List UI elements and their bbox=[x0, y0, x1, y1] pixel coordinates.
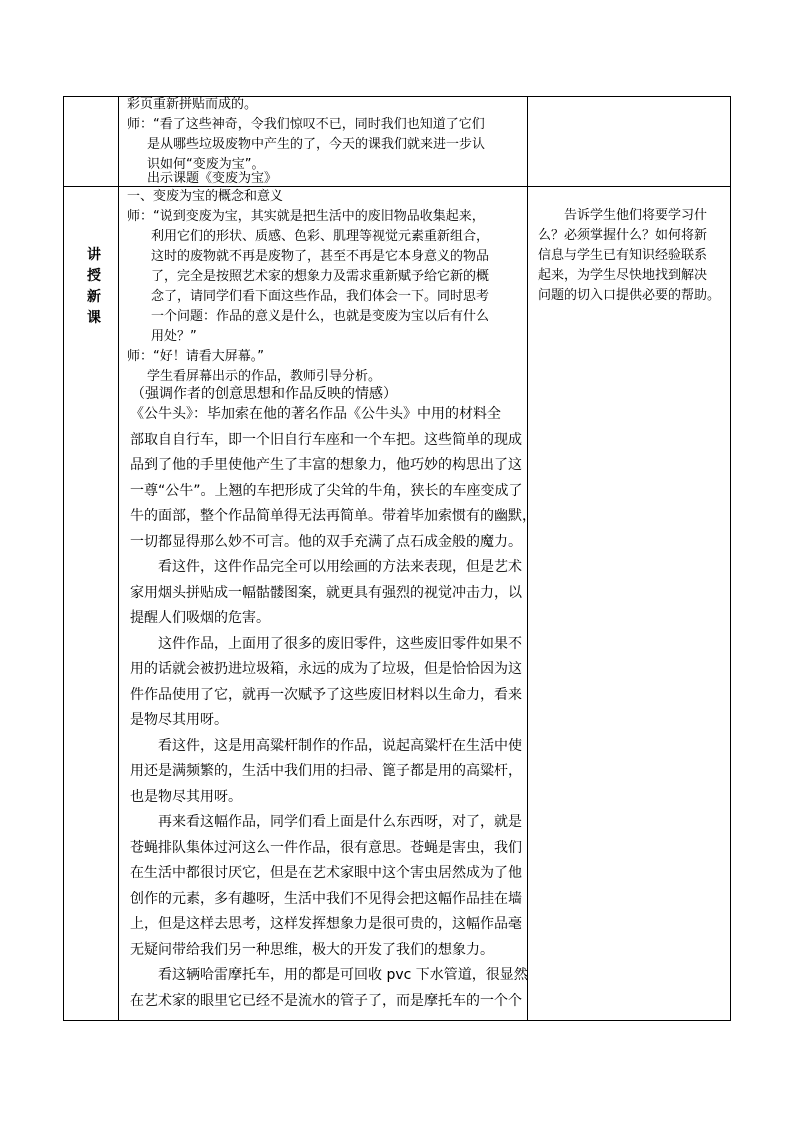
row1-line-5: 出示课题《变废为宝》 bbox=[147, 171, 278, 186]
paragraph-line: 一切都显得那么妙不可言。他的双手充满了点石成金般的魔力。 bbox=[130, 533, 522, 550]
emphasis-note: （强调作者的创意思想和作品反映的情感） bbox=[131, 386, 397, 402]
section-label-char-2: 授 bbox=[87, 268, 101, 284]
content-line: 用处？” bbox=[151, 329, 197, 344]
content-line: 念了，请同学们看下面这些作品，我们体会一下。同时思考 bbox=[151, 289, 490, 304]
row1-line-1: 彩页重新拼贴而成的。 bbox=[127, 97, 258, 112]
paragraph-line: 也是物尽其用呀。 bbox=[130, 788, 242, 805]
row1-line-2: 师：“看了这些神奇，令我们惊叹不已，同时我们也知道了它们 bbox=[127, 117, 485, 132]
section-label-char-4: 课 bbox=[87, 310, 101, 326]
content-line: 师：“说到变废为宝，其实就是把生活中的废旧物品收集起来， bbox=[127, 209, 485, 224]
paragraph-line: 上，但是这样去思考，这样发挥想象力是很可贵的，这幅作品毫 bbox=[130, 916, 522, 932]
paragraph-line: 无疑问带给我们另一种思维，极大的开发了我们的想象力。 bbox=[130, 941, 494, 958]
note-line-3: 信息与学生已有知识经验联系 bbox=[538, 248, 708, 263]
paragraph-line: 在生活中都很讨厌它，但是在艺术家眼中这个害虫居然成为了他 bbox=[130, 865, 522, 881]
paragraph-line: 看这辆哈雷摩托车，用的都是可回收 pvc 下水管道，很显然 bbox=[158, 967, 528, 983]
note-line-1: 告诉学生他们将要学习什 bbox=[564, 208, 708, 223]
content-line: 这时的废物就不再是废物了，甚至不再是它本身意义的物品 bbox=[151, 249, 490, 264]
content-line: 了，完全是按照艺术家的想象力及需求重新赋予给它新的概 bbox=[151, 269, 490, 284]
note-line-5: 问题的切入口提供必要的帮助。 bbox=[538, 288, 721, 303]
paragraph-line: 家用烟头拼贴成一幅骷髅图案，就更具有强烈的视觉冲击力，以 bbox=[130, 584, 522, 601]
paragraph-line: 创作的元素，多有趣呀，生活中我们不见得会把这幅作品挂在墙 bbox=[130, 890, 522, 907]
content-line: 学生看屏幕出示的作品，教师引导分析。 bbox=[147, 369, 382, 384]
section-label-char-1: 讲 bbox=[87, 247, 101, 263]
paragraph-line: 《公牛头》：毕加索在他的著名作品《公牛头》中用的材料全 bbox=[130, 406, 501, 422]
row1-line-4: 识如何“变废为宝”。 bbox=[147, 157, 265, 172]
paragraph-line: 用的话就会被扔进垃圾箱，永远的成为了垃圾，但是恰恰因为这 bbox=[130, 661, 522, 677]
paragraph-line: 在艺术家的眼里它已经不是流水的管子了，而是摩托车的一个个 bbox=[130, 992, 522, 1009]
content-line: 师：“好！请看大屏幕。” bbox=[127, 349, 264, 364]
paragraph-line: 提醒人们吸烟的危害。 bbox=[130, 610, 270, 626]
paragraph-line: 一尊“公牛”。上翘的车把形成了尖耸的牛角，狭长的车座变成了 bbox=[130, 482, 523, 499]
note-line-2: 么？必须掌握什么？如何将新 bbox=[538, 228, 708, 243]
content-line: 利用它们的形状、质感、色彩、肌理等视觉元素重新组合， bbox=[151, 229, 490, 244]
paragraph-line: 牛的面部，整个作品简单得无法再简单。带着毕加索惯有的幽默， bbox=[130, 508, 536, 524]
content-line: 一个问题：作品的意义是什么，也就是变废为宝以后有什么 bbox=[151, 309, 490, 324]
paragraph-line: 苍蝇排队集体过河这么一件作品，很有意思。苍蝇是害虫，我们 bbox=[130, 839, 522, 856]
paragraph-line: 是物尽其用呀。 bbox=[130, 712, 228, 728]
paragraph-line: 看这件，这是用高粱杆制作的作品，说起高粱杆在生活中使 bbox=[158, 737, 522, 754]
heading-concept: 一、变废为宝的概念和意义 bbox=[127, 189, 284, 204]
paragraph-line: 用还是满频繁的，生活中我们用的扫帚、篦子都是用的高粱杆， bbox=[130, 763, 522, 779]
paragraph-line: 品到了他的手里使他产生了丰富的想象力，他巧妙的构思出了这 bbox=[130, 457, 522, 473]
paragraph-line: 这件作品，上面用了很多的废旧零件，这些废旧零件如果不 bbox=[158, 635, 522, 652]
paragraph-line: 看这件，这件作品完全可以用绘画的方法来表现，但是艺术 bbox=[158, 559, 522, 575]
paragraph-line: 部取自自行车，即一个旧自行车座和一个车把。这些简单的现成 bbox=[130, 431, 522, 448]
paragraph-line: 再来看这幅作品，同学们看上面是什么东西呀，对了，就是 bbox=[158, 814, 522, 830]
paragraph-line: 件作品使用了它，就再一次赋予了这些废旧材料以生命力，看来 bbox=[130, 686, 522, 703]
row1-line-3: 是从哪些垃圾废物中产生的了，今天的课我们就来进一步认 bbox=[147, 137, 486, 152]
section-label-char-3: 新 bbox=[87, 289, 101, 305]
note-line-4: 起来，为学生尽快地找到解决 bbox=[538, 268, 708, 283]
